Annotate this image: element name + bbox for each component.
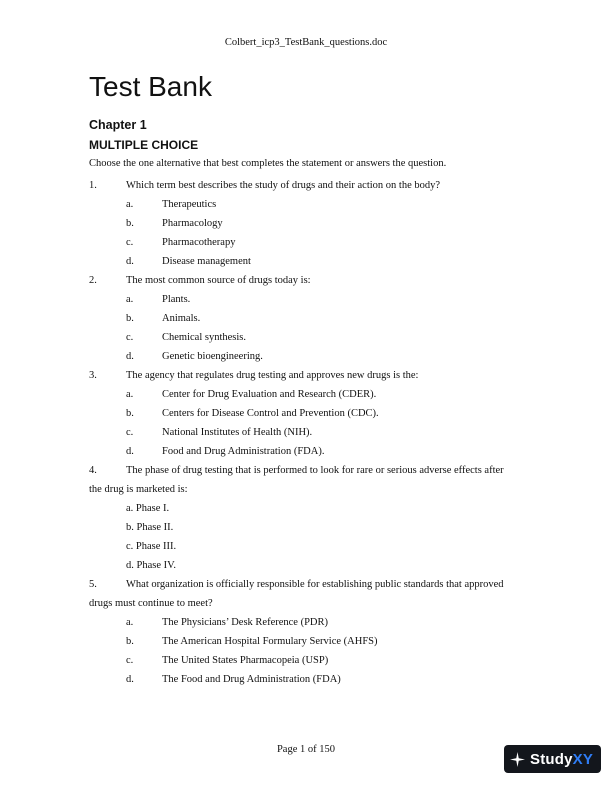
option-text: Center for Drug Evaluation and Research (CDER). <box>162 389 377 400</box>
answer-option: d. Phase IV. <box>126 560 176 571</box>
studyxy-badge[interactable] <box>504 745 601 773</box>
question-number: 1. <box>89 180 97 191</box>
option-text: Disease management <box>162 256 251 267</box>
option-text: Therapeutics <box>162 199 217 210</box>
question-text: What organization is officially responsible for establishing public standards that approved <box>126 579 504 590</box>
question-number: 3. <box>89 370 97 381</box>
answer-option <box>89 290 529 309</box>
question-list <box>89 176 529 689</box>
page-header <box>0 37 612 48</box>
option-text: Animals. <box>162 313 201 324</box>
option-letter: b. <box>126 313 134 324</box>
option-letter: b. <box>126 636 134 647</box>
question-text: Which term best describes the study of drugs and their action on the body? <box>126 180 441 191</box>
option-letter: a. <box>126 199 134 210</box>
brand-accent: XY <box>572 750 594 768</box>
option-letter: d. <box>126 256 134 267</box>
answer-option <box>89 385 529 404</box>
answer-option <box>89 309 529 328</box>
question-text: The most common source of drugs today is: <box>126 275 311 286</box>
page-number: Page 1 of 150 <box>276 744 336 755</box>
option-letter: d. <box>126 446 134 457</box>
chapter-heading: Chapter 1 <box>89 118 147 132</box>
option-text: Plants. <box>162 294 191 305</box>
option-letter: a. <box>126 294 134 305</box>
question-4 <box>89 461 529 575</box>
question-text-continued: the drug is marketed is: <box>89 484 188 495</box>
option-text: Chemical synthesis. <box>162 332 246 343</box>
answer-option <box>89 195 529 214</box>
option-text: Pharmacotherapy <box>162 237 236 248</box>
answer-option <box>89 423 529 442</box>
instructions-text: Choose the one alternative that best completes the statement or answers the question. <box>89 158 447 169</box>
question-stem <box>89 461 529 480</box>
document-title: Test Bank <box>89 71 212 102</box>
option-letter: b. <box>126 218 134 229</box>
option-letter: d. <box>126 351 134 362</box>
question-stem <box>89 271 529 290</box>
answer-option <box>89 252 529 271</box>
option-text: The Food and Drug Administration (FDA) <box>162 674 341 685</box>
question-1 <box>89 176 529 271</box>
option-text: Food and Drug Administration (FDA). <box>162 446 325 457</box>
answer-option <box>89 328 529 347</box>
option-letter: c. <box>126 237 134 248</box>
question-3 <box>89 366 529 461</box>
option-letter: d. <box>126 674 134 685</box>
option-letter: c. <box>126 427 134 438</box>
question-text: The agency that regulates drug testing and approves new drugs is the: <box>126 370 419 381</box>
option-text: Centers for Disease Control and Prevention (CDC). <box>162 408 379 419</box>
document-filename: Colbert_icp3_TestBank_questions.doc <box>224 37 388 48</box>
answer-option: b. Phase II. <box>126 522 174 533</box>
option-letter: b. <box>126 408 134 419</box>
answer-option <box>89 233 529 252</box>
answer-option <box>89 404 529 423</box>
answer-option: a. Phase I. <box>126 503 170 514</box>
option-letter: a. <box>126 617 134 628</box>
answer-option <box>89 347 529 366</box>
question-number: 5. <box>89 579 97 590</box>
brand-name <box>530 751 593 768</box>
option-letter: c. <box>126 655 134 666</box>
option-text: The Physicians’ Desk Reference (PDR) <box>162 617 329 628</box>
option-letter: a. <box>126 389 134 400</box>
question-2 <box>89 271 529 366</box>
option-text: The American Hospital Formulary Service (AHFS) <box>162 636 378 647</box>
option-text: Genetic bioengineering. <box>162 351 263 362</box>
question-stem <box>89 366 529 385</box>
option-text: The United States Pharmacopeia (USP) <box>162 655 329 666</box>
question-5 <box>89 575 529 689</box>
question-text: The phase of drug testing that is performed to look for rare or serious adverse effects after <box>126 465 504 476</box>
question-stem <box>89 176 529 195</box>
option-letter: c. <box>126 332 134 343</box>
question-number: 2. <box>89 275 97 286</box>
answer-option <box>89 632 529 651</box>
question-text-continued: drugs must continue to meet? <box>89 598 213 609</box>
question-stem <box>89 575 529 594</box>
plus-sparkle-icon <box>510 752 525 767</box>
answer-option <box>89 613 529 632</box>
question-number: 4. <box>89 465 97 476</box>
answer-option: c. Phase III. <box>126 541 177 552</box>
section-heading: MULTIPLE CHOICE <box>89 138 199 152</box>
answer-option <box>89 670 529 689</box>
answer-option <box>89 214 529 233</box>
answer-option <box>89 442 529 461</box>
brand-main: Study <box>530 750 573 768</box>
option-text: Pharmacology <box>162 218 223 229</box>
answer-option <box>89 651 529 670</box>
option-text: National Institutes of Health (NIH). <box>162 427 313 438</box>
